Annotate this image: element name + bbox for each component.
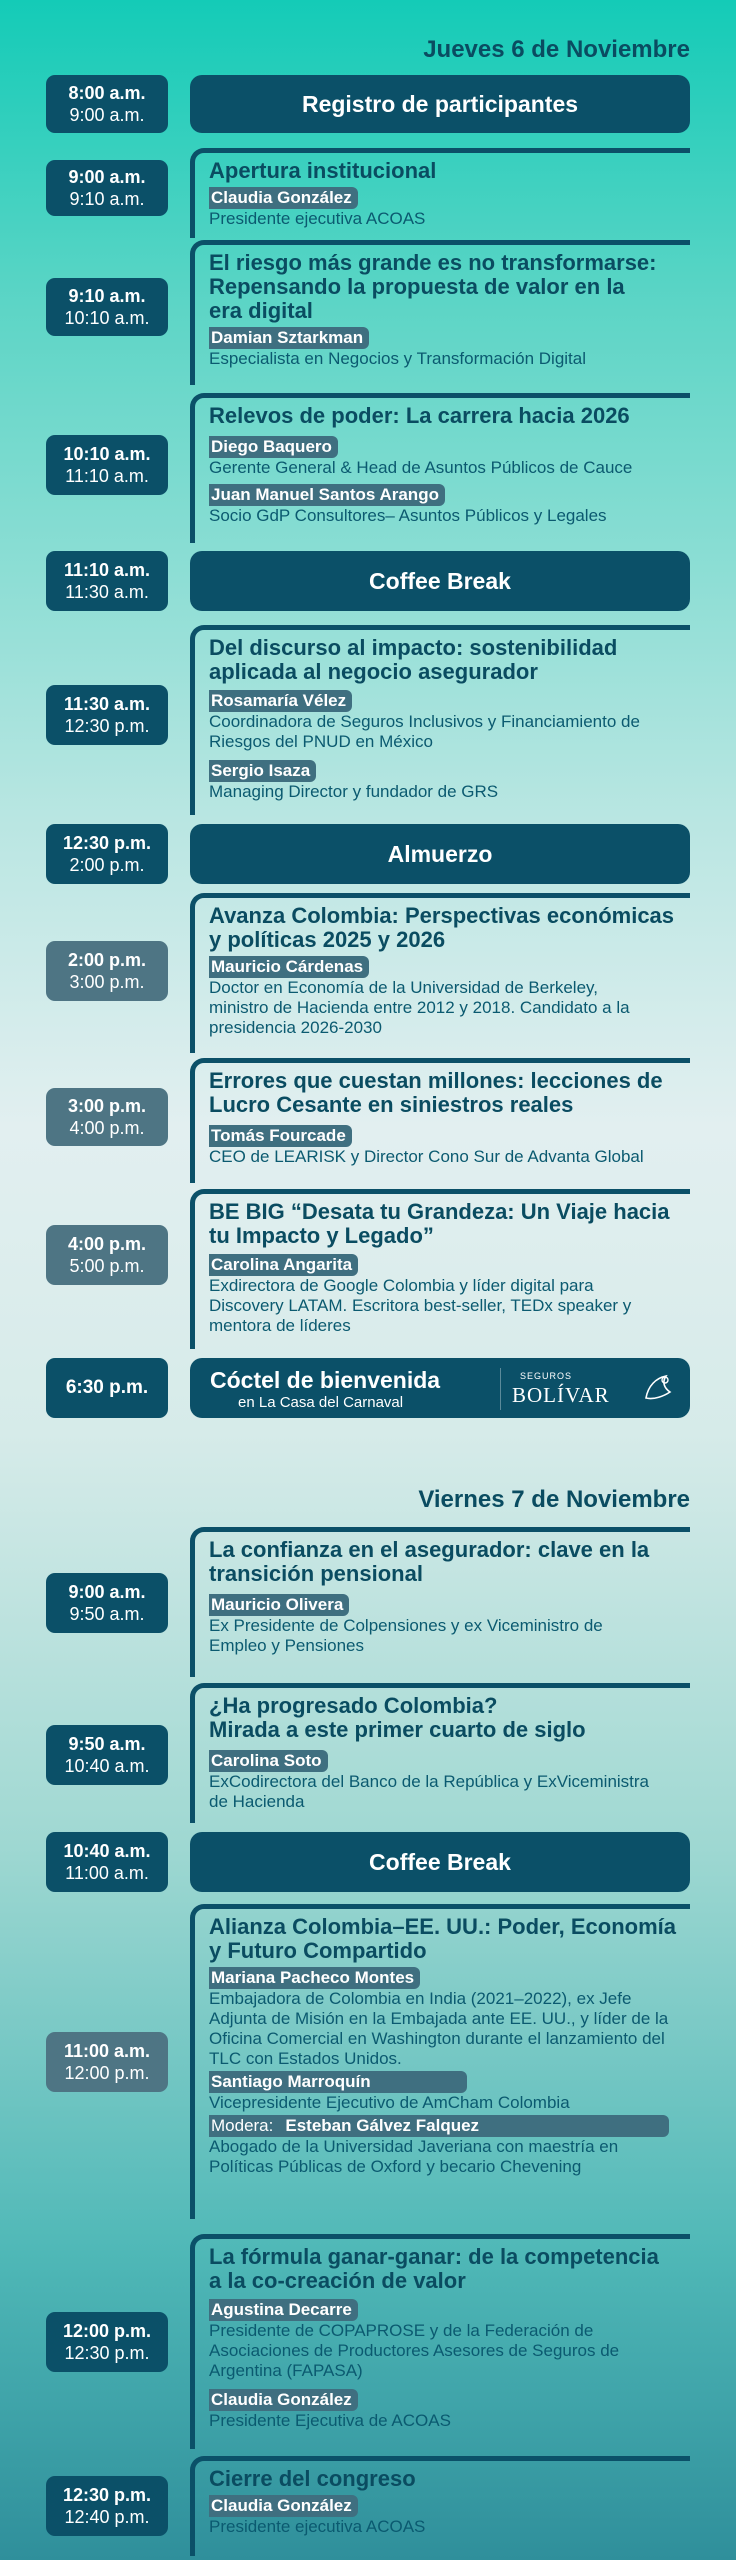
time-badge	[46, 1225, 168, 1285]
end-time: 11:30 a.m.	[65, 582, 149, 602]
end-time: 4:00 p.m.	[69, 1118, 145, 1138]
speaker-role	[209, 1989, 690, 2069]
session-title-line: La fórmula ganar-ganar: de la competencia	[209, 2244, 659, 2269]
speaker-tag: Diego Baquero	[209, 436, 338, 458]
cocktail-subtitle: en La Casa del Carnaval	[238, 1394, 404, 1411]
time-badge	[46, 1725, 168, 1785]
session-title-line: Mirada a este primer cuarto de siglo	[209, 1717, 586, 1742]
time-badge	[46, 278, 168, 336]
speaker-role-line: Coordinadora de Seguros Inclusivos y Financiamiento de	[209, 712, 640, 731]
session-block	[190, 2456, 690, 2556]
speaker-tag: Mauricio Olivera	[209, 1594, 349, 1616]
speaker-role	[209, 978, 690, 1038]
time-badge	[46, 2032, 168, 2092]
session-title	[209, 904, 690, 952]
session-title-line: El riesgo más grande es no transformarse:	[209, 250, 657, 275]
session-title-line: Repensando la propuesta de valor en la	[209, 274, 625, 299]
speaker-role: Socio GdP Consultores– Asuntos Públicos y Legales	[209, 506, 607, 525]
start-time: 11:10 a.m.	[63, 560, 151, 580]
session-block	[190, 1058, 690, 1183]
start-time: 2:00 p.m.	[67, 950, 147, 970]
session-banner: Registro de participantes	[190, 75, 690, 133]
moderator-tag	[209, 2115, 669, 2137]
session-title-line: y Futuro Compartido	[209, 1938, 427, 1963]
end-time: 9:00 a.m.	[69, 105, 145, 125]
session-title-line: Alianza Colombia–EE. UU.: Poder, Economía	[209, 1914, 676, 1939]
speaker-tag: Mauricio Cárdenas	[209, 956, 369, 978]
speaker-role: Presidente Ejecutiva de ACOAS	[209, 2411, 451, 2430]
day-heading-friday: Viernes 7 de Noviembre	[418, 1486, 690, 1513]
speaker-role-line: TLC con Estados Unidos.	[209, 2049, 402, 2068]
end-time: 12:30 p.m.	[64, 716, 150, 736]
session-title-line: aplicada al negocio asegurador	[209, 659, 538, 684]
end-time: 11:00 a.m.	[65, 1863, 149, 1883]
session-title-line: Errores que cuestan millones: lecciones de	[209, 1068, 663, 1093]
session-title-line: BE BIG “Desata tu Grandeza: Un Viaje hacia	[209, 1199, 670, 1224]
speaker-role	[209, 2321, 690, 2381]
sponsor-label: SEGUROS	[520, 1371, 573, 1381]
speaker-role-line: ExCodirectora del Banco de la República y ExViceministra	[209, 1772, 650, 1791]
session-title-line: transición pensional	[209, 1561, 423, 1586]
session-block	[190, 1904, 690, 2219]
speaker-role	[209, 2137, 690, 2177]
speaker-role-line: Asociaciones de Productores Asesores de Seguros de	[209, 2341, 620, 2360]
session-title	[209, 636, 690, 684]
session-title-line: y políticas 2025 y 2026	[209, 927, 446, 952]
speaker-role-line: Empleo y Pensiones	[209, 1636, 364, 1655]
time-badge	[46, 1832, 168, 1892]
end-time: 10:10 a.m.	[64, 308, 150, 328]
speaker-role-line: Adjunta de Misión en la Embajada ante EE. UU., y líder de la	[209, 2009, 669, 2028]
speaker-role-line: mentora de líderes	[209, 1316, 351, 1335]
speaker-tag: Rosamaría Vélez	[209, 690, 352, 712]
end-time: 11:10 a.m.	[65, 466, 149, 486]
sponsor-logo-icon	[638, 1368, 678, 1408]
session-title	[209, 1694, 690, 1742]
speaker-tag: Carolina Soto	[209, 1750, 328, 1772]
start-time: 12:30 p.m.	[62, 833, 152, 853]
start-time: 6:30 p.m.	[65, 1377, 149, 1398]
speaker-tag: Carolina Angarita	[209, 1254, 358, 1276]
session-title: Apertura institucional	[209, 158, 437, 183]
start-time: 4:00 p.m.	[67, 1234, 147, 1254]
session-title	[209, 1069, 690, 1117]
speaker-role-line: Doctor en Economía de la Universidad de Berkeley,	[209, 978, 598, 997]
session-title-line: tu Impacto y Legado”	[209, 1223, 434, 1248]
session-title-line: a la co-creación de valor	[209, 2268, 466, 2293]
time-badge	[46, 435, 168, 495]
start-time: 10:40 a.m.	[63, 1841, 151, 1861]
cocktail-title: Cóctel de bienvenida	[210, 1367, 441, 1393]
speaker-role	[209, 1772, 690, 1812]
speaker-tag: Tomás Fourcade	[209, 1125, 352, 1147]
speaker-role-line: Ex Presidente de Colpensiones y ex Viceministro de	[209, 1616, 603, 1635]
end-time: 12:40 p.m.	[64, 2507, 150, 2527]
session-block	[190, 1527, 690, 1677]
divider	[500, 1368, 501, 1410]
session-banner: Coffee Break	[190, 1832, 690, 1892]
time-badge	[46, 1358, 168, 1418]
cocktail-banner	[190, 1358, 690, 1418]
speaker-tag: Damian Sztarkman	[209, 327, 369, 349]
speaker-role-line: presidencia 2026-2030	[209, 1018, 382, 1037]
speaker-role-line: Presidente de COPAPROSE y de la Federación de	[209, 2321, 594, 2340]
time-badge	[46, 160, 168, 216]
time-badge	[46, 551, 168, 611]
session-block	[190, 1189, 690, 1349]
end-time: 5:00 p.m.	[69, 1256, 145, 1276]
start-time: 10:10 a.m.	[63, 444, 151, 464]
speaker-role-line: Políticas Públicas de Oxford y becario Chevening	[209, 2157, 582, 2176]
speaker-role-line: Oficina Comercial en Washington durante el lanzamiento del	[209, 2029, 665, 2048]
start-time: 8:00 a.m.	[68, 83, 146, 103]
session-title: Cierre del congreso	[209, 2466, 416, 2491]
sponsor-logo-text: BOLÍVAR	[512, 1383, 610, 1407]
start-time: 12:30 p.m.	[62, 2485, 152, 2505]
end-time: 9:50 a.m.	[69, 1604, 145, 1624]
speaker-role: Especialista en Negocios y Transformación Digital	[209, 349, 587, 368]
speaker-role-line: Embajadora de Colombia en India (2021–2022), ex Jefe	[209, 1989, 632, 2008]
session-title-line: Del discurso al impacto: sostenibilidad	[209, 635, 618, 660]
speaker-tag: Sergio Isaza	[209, 760, 316, 782]
time-badge	[46, 685, 168, 745]
speaker-role-line: Discovery LATAM. Escritora best-seller, TEDx speaker y	[209, 1296, 632, 1315]
speaker-role: CEO de LEARISK y Director Cono Sur de Advanta Global	[209, 1147, 644, 1166]
speaker-role: Managing Director y fundador de GRS	[209, 782, 499, 801]
time-badge	[46, 1573, 168, 1633]
speaker-role-line: ministro de Hacienda entre 2012 y 2018. Candidato a la	[209, 998, 630, 1017]
time-badge	[46, 75, 168, 133]
speaker-role: Presidente ejecutiva ACOAS	[209, 209, 426, 228]
speaker-role: Vicepresidente Ejecutivo de AmCham Colombia	[209, 2093, 570, 2112]
time-badge	[46, 941, 168, 1001]
start-time: 9:50 a.m.	[68, 1734, 146, 1754]
session-title-line: La confianza en el asegurador: clave en la	[209, 1537, 650, 1562]
start-time: 11:00 a.m.	[63, 2041, 151, 2061]
session-title	[209, 1200, 690, 1248]
session-banner: Almuerzo	[190, 824, 690, 884]
start-time: 12:00 p.m.	[62, 2321, 152, 2341]
speaker-tag: Claudia González	[209, 2389, 358, 2411]
start-time: 9:10 a.m.	[68, 286, 146, 306]
session-title-line: Lucro Cesante en siniestros reales	[209, 1092, 574, 1117]
speaker-role	[209, 712, 690, 752]
speaker-role	[209, 1616, 690, 1656]
session-title	[209, 1915, 690, 1963]
session-title	[209, 1538, 690, 1586]
start-time: 9:00 a.m.	[68, 1582, 146, 1602]
time-badge	[46, 2312, 168, 2372]
end-time: 12:30 p.m.	[64, 2343, 150, 2363]
time-badge	[46, 824, 168, 884]
speaker-role-line: Exdirectora de Google Colombia y líder digital para	[209, 1276, 594, 1295]
time-badge	[46, 2476, 168, 2536]
moderator-name: Esteban Gálvez Falquez	[285, 2116, 480, 2135]
time-badge	[46, 1088, 168, 1146]
session-block	[190, 2234, 690, 2449]
speaker-tag: Agustina Decarre	[209, 2299, 358, 2321]
end-time: 10:40 a.m.	[64, 1756, 150, 1776]
day-heading-thursday: Jueves 6 de Noviembre	[423, 36, 690, 63]
start-time: 11:30 a.m.	[63, 694, 151, 714]
end-time: 3:00 p.m.	[69, 972, 145, 992]
speaker-tag: Santiago Marroquín	[209, 2071, 467, 2093]
speaker-tag: Mariana Pacheco Montes	[209, 1967, 420, 1989]
speaker-role	[209, 1276, 690, 1336]
session-title	[209, 2245, 690, 2293]
session-title	[209, 251, 690, 323]
session-title: Relevos de poder: La carrera hacia 2026	[209, 403, 630, 428]
speaker-role-line: Argentina (FAPASA)	[209, 2361, 363, 2380]
speaker-tag: Claudia González	[209, 187, 358, 209]
session-block	[190, 625, 690, 815]
start-time: 3:00 p.m.	[67, 1096, 147, 1116]
speaker-role: Presidente ejecutiva ACOAS	[209, 2517, 426, 2536]
session-banner: Coffee Break	[190, 551, 690, 611]
session-block	[190, 148, 690, 238]
end-time: 2:00 p.m.	[69, 855, 145, 875]
session-block	[190, 240, 690, 385]
speaker-tag: Juan Manuel Santos Arango	[209, 484, 445, 506]
session-title-line: ¿Ha progresado Colombia?	[209, 1693, 498, 1718]
session-title-line: Avanza Colombia: Perspectivas económicas	[209, 903, 675, 928]
speaker-role-line: Abogado de la Universidad Javeriana con maestría en	[209, 2137, 619, 2156]
session-block	[190, 393, 690, 543]
speaker-role-line: Riesgos del PNUD en México	[209, 732, 433, 751]
moderator-label: Modera:	[211, 2116, 274, 2135]
start-time: 9:00 a.m.	[68, 167, 146, 187]
session-block	[190, 1683, 690, 1823]
end-time: 12:00 p.m.	[64, 2063, 150, 2083]
speaker-tag: Claudia González	[209, 2495, 358, 2517]
session-block	[190, 893, 690, 1053]
speaker-role-line: de Hacienda	[209, 1792, 305, 1811]
end-time: 9:10 a.m.	[69, 189, 145, 209]
speaker-role: Gerente General & Head de Asuntos Públicos de Cauce	[209, 458, 633, 477]
session-title-line: era digital	[209, 298, 313, 323]
